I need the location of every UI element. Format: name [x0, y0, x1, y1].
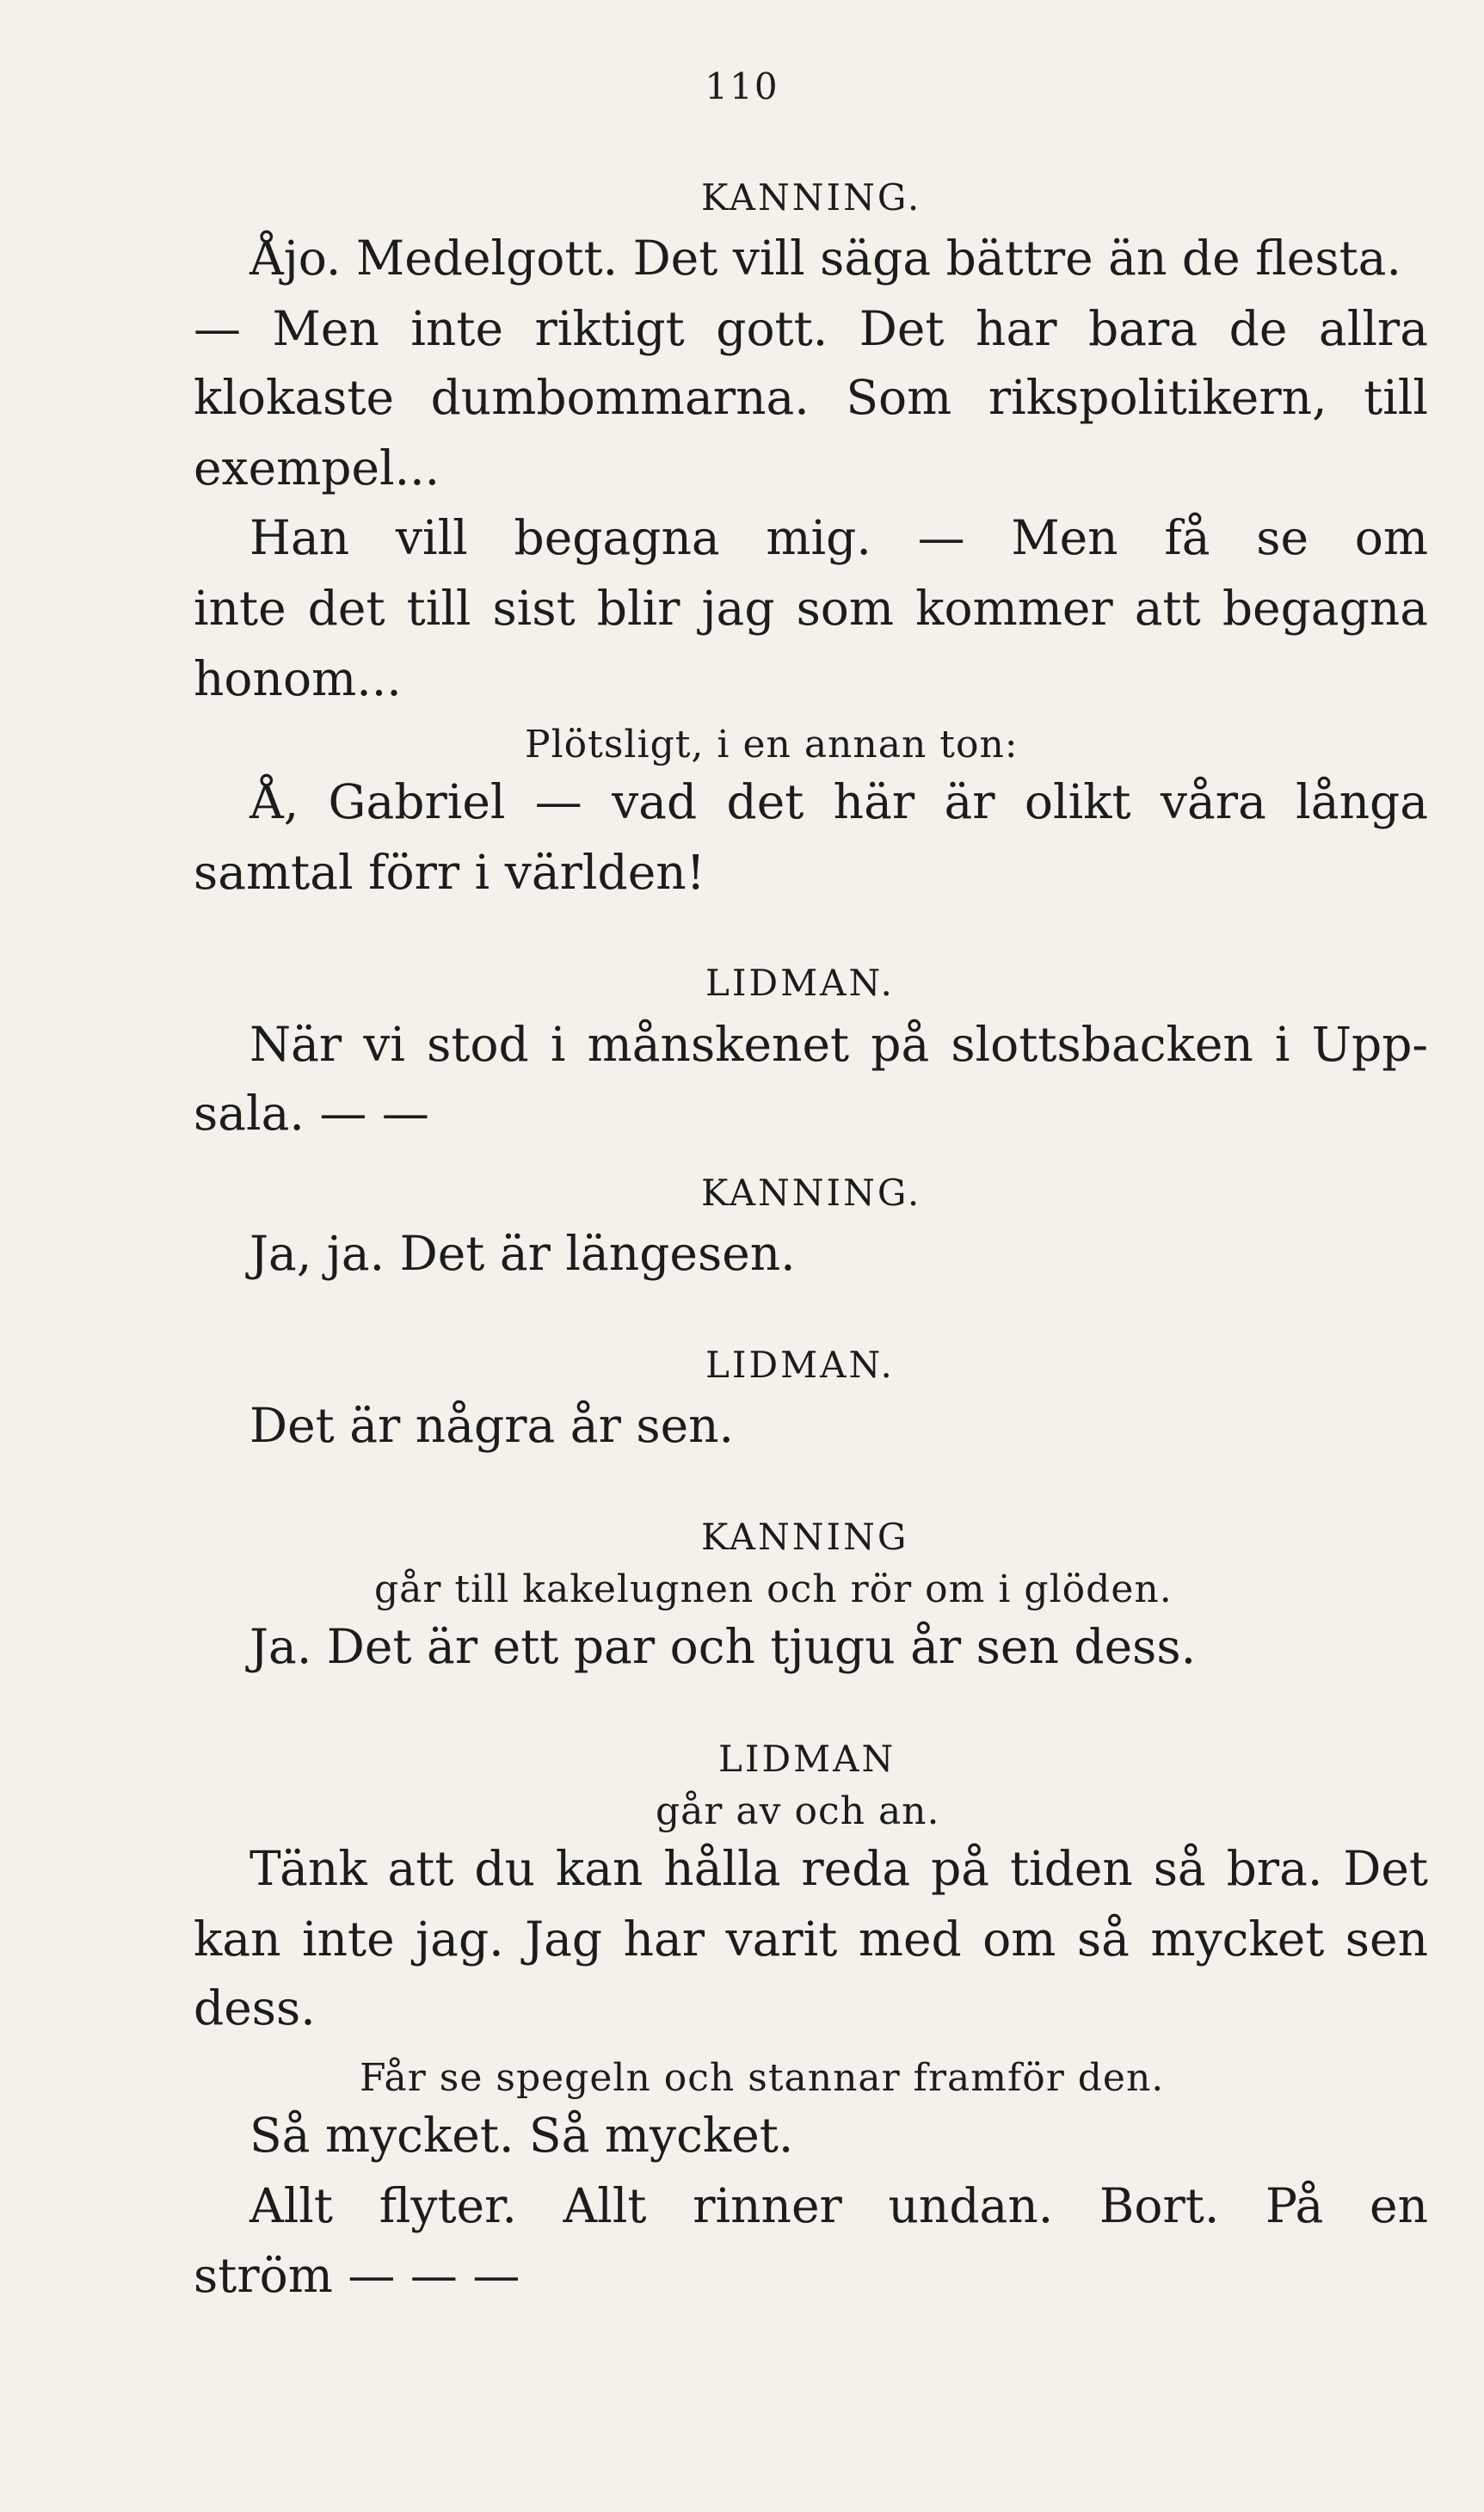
stage-direction: går till kakelugnen och rör om i glöden.	[374, 1567, 1173, 1611]
speaker-kanning: KANNING.	[701, 1172, 922, 1214]
stage-direction: går av och an.	[656, 1789, 940, 1833]
text-line: Han vill begagna mig. — Men få se om	[249, 510, 1428, 565]
stage-direction: Får se spegeln och stannar framför den.	[360, 2056, 1165, 2100]
text-line: Så mycket. Så mycket.	[249, 2108, 794, 2163]
speaker-lidman: LIDMAN.	[705, 962, 895, 1004]
text-line: Allt flyter. Allt rinner undan. Bort. På en	[249, 2178, 1428, 2233]
text-line: samtal förr i världen!	[194, 845, 705, 900]
text-line: När vi stod i månskenet på slottsbacken i Upp-	[249, 1017, 1428, 1072]
text-line: sala. — —	[194, 1086, 429, 1141]
text-line: Åjo. Medelgott. Det vill säga bättre än de flesta.	[249, 231, 1401, 286]
text-line: inte det till sist blir jag som kommer att begagna	[194, 581, 1428, 636]
text-line: Ja. Det är ett par och tjugu år sen dess.	[249, 1619, 1197, 1674]
text-line: Å, Gabriel — vad det här är olikt våra långa	[249, 774, 1428, 829]
speaker-lidman: LIDMAN.	[705, 1344, 895, 1386]
text-line: kan inte jag. Jag har varit med om så mycket sen	[194, 1912, 1428, 1967]
text-line: Ja, ja. Det är längesen.	[249, 1226, 796, 1281]
speaker-lidman: LIDMAN	[718, 1738, 896, 1780]
text-line: klokaste dumbommarna. Som rikspolitikern, till	[194, 370, 1428, 425]
text-line: exempel...	[194, 440, 440, 496]
text-line: Det är några år sen.	[249, 1398, 735, 1453]
text-line: honom...	[194, 651, 402, 706]
stage-direction: Plötsligt, i en annan ton:	[525, 723, 1019, 767]
speaker-kanning: KANNING	[701, 1516, 909, 1558]
page-number: 110	[705, 65, 779, 108]
text-line: — Men inte riktigt gott. Det har bara de allra	[194, 301, 1428, 356]
text-line: ström — — —	[194, 2248, 520, 2303]
text-line: dess.	[194, 1980, 316, 2035]
speaker-kanning: KANNING.	[701, 176, 922, 219]
text-line: Tänk att du kan hålla reda på tiden så bra. Det	[249, 1841, 1428, 1896]
